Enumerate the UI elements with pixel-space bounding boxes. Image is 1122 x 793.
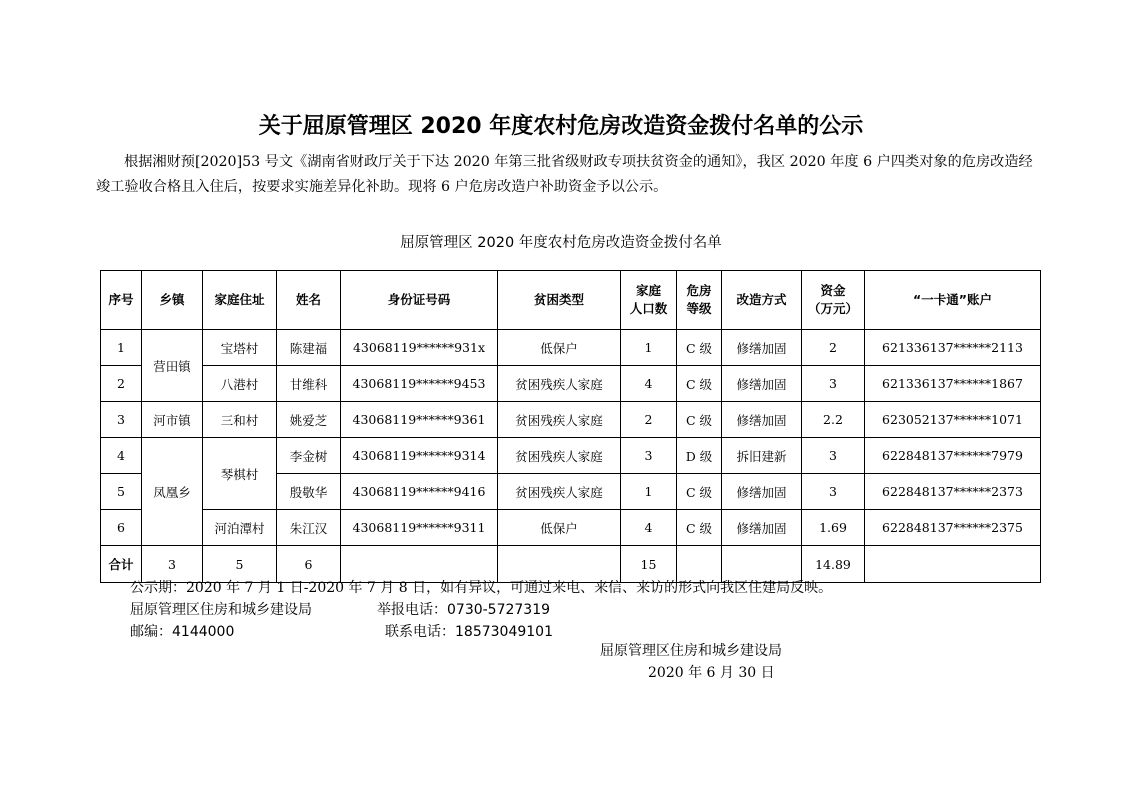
cell-name: 李金树 <box>277 438 341 474</box>
document-title: 关于屈原管理区 2020 年度农村危房改造资金拨付名单的公示 <box>258 114 864 139</box>
cell-method: 修缮加固 <box>722 402 802 438</box>
totals-household: 15 <box>621 546 677 583</box>
cell-household: 1 <box>621 330 677 366</box>
cell-poverty-type: 低保户 <box>498 510 621 546</box>
cell-name: 朱江汉 <box>277 510 341 546</box>
cell-household: 1 <box>621 474 677 510</box>
cell-level: C 级 <box>677 366 722 402</box>
cell-id: 43068119******9311 <box>341 510 498 546</box>
footer-org: 屈原管理区住房和城乡建设局 <box>130 602 312 618</box>
cell-household: 2 <box>621 402 677 438</box>
cell-name: 陈建福 <box>277 330 341 366</box>
cell-household: 4 <box>621 510 677 546</box>
header-row <box>101 271 1041 330</box>
publicity-period: 公示期：2020 年 7 月 1 日-2020 年 7 月 8 日，如有异议，可通过来电、来信、来访的形式向我区住建局反映。 <box>130 580 833 596</box>
cell-poverty-type: 贫困残疾人家庭 <box>498 438 621 474</box>
totals-method-empty <box>722 546 802 583</box>
subsidy-table <box>100 270 1041 583</box>
totals-row <box>101 546 1041 583</box>
totals-account-empty <box>865 546 1041 583</box>
intro-paragraph: 根据湘财预[2020]53 号文《湖南省财政厅关于下达 2020 年第三批省级财政专项扶贫资金的通知》，我区 2020 年度 6 户四类对象的危房改造经竣工验收合格且入住后，按要求实施差异化补助。现将 6 户危房改造户补助资金予以公示。 <box>96 154 1033 195</box>
cell-poverty-type: 贫困残疾人家庭 <box>498 474 621 510</box>
cell-id: 43068119******931x <box>341 330 498 366</box>
totals-id-empty <box>341 546 498 583</box>
cell-level: C 级 <box>677 510 722 546</box>
header-level <box>677 271 722 330</box>
totals-label: 合计 <box>101 546 142 583</box>
header-fund-line2: （万元） <box>807 301 858 316</box>
cell-method: 修缮加固 <box>722 366 802 402</box>
cell-town: 营田镇 <box>142 330 203 402</box>
cell-level: D 级 <box>677 438 722 474</box>
header-name: 姓名 <box>277 271 341 330</box>
cell-fund: 3 <box>802 366 865 402</box>
table-row <box>101 402 1041 438</box>
cell-account: 622848137******2375 <box>865 510 1041 546</box>
header-household-line2: 人口数 <box>629 301 668 316</box>
cell-method: 修缮加固 <box>722 510 802 546</box>
contact-phone: 联系电话：18573049101 <box>385 624 553 640</box>
cell-fund: 3 <box>802 474 865 510</box>
totals-type-empty <box>498 546 621 583</box>
table-title: 屈原管理区 2020 年度农村危房改造资金拨付名单 <box>400 235 722 251</box>
signature-date: 2020 年 6 月 30 日 <box>648 665 775 681</box>
header-method: 改造方式 <box>722 271 802 330</box>
cell-id: 43068119******9416 <box>341 474 498 510</box>
cell-address: 琴棋村 <box>203 438 277 510</box>
cell-address: 宝塔村 <box>203 330 277 366</box>
table-row <box>101 510 1041 546</box>
cell-poverty-type: 贫困残疾人家庭 <box>498 402 621 438</box>
cell-account: 623052137******1071 <box>865 402 1041 438</box>
cell-name: 姚爱芝 <box>277 402 341 438</box>
report-phone: 举报电话：0730-5727319 <box>377 602 551 618</box>
header-household <box>621 271 677 330</box>
cell-poverty-type: 低保户 <box>498 330 621 366</box>
cell-account: 621336137******1867 <box>865 366 1041 402</box>
cell-level: C 级 <box>677 330 722 366</box>
cell-seq: 6 <box>101 510 142 546</box>
cell-poverty-type: 贫困残疾人家庭 <box>498 366 621 402</box>
cell-method: 拆旧建新 <box>722 438 802 474</box>
header-household-line1: 家庭 <box>635 283 661 298</box>
cell-level: C 级 <box>677 474 722 510</box>
cell-seq: 5 <box>101 474 142 510</box>
header-fund <box>802 271 865 330</box>
header-id: 身份证号码 <box>341 271 498 330</box>
header-address: 家庭住址 <box>203 271 277 330</box>
header-poverty-type: 贫困类型 <box>498 271 621 330</box>
cell-seq: 1 <box>101 330 142 366</box>
table-row <box>101 438 1041 474</box>
cell-fund: 1.69 <box>802 510 865 546</box>
header-fund-line1: 资金 <box>820 283 846 298</box>
cell-address: 八港村 <box>203 366 277 402</box>
totals-level-empty <box>677 546 722 583</box>
cell-level: C 级 <box>677 402 722 438</box>
cell-id: 43068119******9453 <box>341 366 498 402</box>
header-level-line2: 等级 <box>686 301 712 316</box>
cell-account: 621336137******2113 <box>865 330 1041 366</box>
header-level-line1: 危房 <box>686 283 712 298</box>
totals-fund: 14.89 <box>802 546 865 583</box>
postcode: 邮编：4144000 <box>130 624 235 640</box>
header-town: 乡镇 <box>142 271 203 330</box>
totals-town: 3 <box>142 546 203 583</box>
cell-address: 三和村 <box>203 402 277 438</box>
cell-name: 甘维科 <box>277 366 341 402</box>
cell-town: 凤凰乡 <box>142 438 203 546</box>
cell-id: 43068119******9314 <box>341 438 498 474</box>
cell-fund: 2 <box>802 330 865 366</box>
table-row <box>101 330 1041 366</box>
cell-seq: 3 <box>101 402 142 438</box>
cell-account: 622848137******7979 <box>865 438 1041 474</box>
cell-household: 3 <box>621 438 677 474</box>
cell-name: 殷敬华 <box>277 474 341 510</box>
header-account: “一卡通”账户 <box>865 271 1041 330</box>
cell-id: 43068119******9361 <box>341 402 498 438</box>
signature-org: 屈原管理区住房和城乡建设局 <box>600 643 782 659</box>
table-row <box>101 366 1041 402</box>
cell-household: 4 <box>621 366 677 402</box>
totals-address: 5 <box>203 546 277 583</box>
cell-method: 修缮加固 <box>722 474 802 510</box>
cell-account: 622848137******2373 <box>865 474 1041 510</box>
cell-seq: 2 <box>101 366 142 402</box>
cell-fund: 3 <box>802 438 865 474</box>
cell-town: 河市镇 <box>142 402 203 438</box>
totals-name: 6 <box>277 546 341 583</box>
cell-address: 河泊潭村 <box>203 510 277 546</box>
cell-method: 修缮加固 <box>722 330 802 366</box>
header-seq: 序号 <box>101 271 142 330</box>
cell-fund: 2.2 <box>802 402 865 438</box>
cell-seq: 4 <box>101 438 142 474</box>
